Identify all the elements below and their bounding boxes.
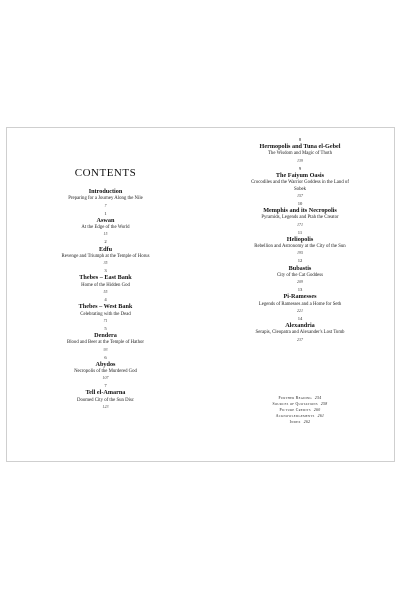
toc-entry-title: Hermopolis and Tuna el-Gebel bbox=[259, 143, 341, 151]
toc-entry-title: Bubastis bbox=[288, 264, 312, 272]
toc-entry-subtitle: Necropolis of the Murdered God bbox=[74, 369, 137, 375]
toc-entry-subtitle: Rebellion and Astronomy at the City of the Sun bbox=[254, 244, 346, 250]
toc-entry-1 bbox=[7, 212, 204, 237]
toc-entry-title: Edfu bbox=[98, 245, 113, 253]
toc-entry-title: Thebes – East Bank bbox=[79, 274, 132, 282]
toc-entry-page: 209 bbox=[297, 279, 303, 285]
backmatter-page: 261 bbox=[317, 414, 325, 418]
toc-entry-number: 14 bbox=[297, 315, 303, 321]
toc-entry-number: 4 bbox=[104, 297, 107, 303]
toc-entry-number: 8 bbox=[298, 137, 302, 142]
toc-entry-subtitle: Preparing for a Journey Along the Nile bbox=[68, 196, 143, 202]
toc-entry-number: 1 bbox=[104, 210, 107, 216]
toc-entry-page: 93 bbox=[103, 346, 108, 352]
toc-entry-8 bbox=[204, 138, 396, 163]
toc-entry-page: 139 bbox=[297, 157, 303, 163]
toc-entry-number: 10 bbox=[297, 200, 303, 206]
toc-entry-subtitle: Serapis, Cleopatra and Alexander's Lost Tomb bbox=[255, 330, 345, 336]
book-spread bbox=[6, 127, 395, 462]
backmatter-page: 254 bbox=[314, 396, 322, 400]
backmatter-page: 260 bbox=[313, 408, 321, 412]
backmatter-label: Acknowledgements bbox=[275, 414, 315, 418]
toc-entry-title: Alexandria bbox=[285, 322, 315, 330]
left-toc-list bbox=[7, 189, 204, 413]
toc-entry-6 bbox=[7, 356, 204, 381]
toc-entry-12 bbox=[204, 259, 396, 284]
right-page bbox=[204, 128, 396, 461]
contents-heading: CONTENTS bbox=[74, 167, 137, 179]
toc-entry-number: 2 bbox=[104, 239, 107, 245]
toc-entry-number: 9 bbox=[298, 165, 302, 171]
toc-entry-introduction bbox=[7, 189, 204, 208]
toc-entry-subtitle: Home of the Hidden God bbox=[81, 282, 130, 288]
toc-entry-subtitle: Legends of Ramesses and a Home for Seth bbox=[258, 301, 342, 307]
toc-entry-subtitle: Doomed City of the Sun Disc bbox=[77, 397, 134, 403]
toc-entry-number: 3 bbox=[104, 268, 107, 274]
toc-entry-5 bbox=[7, 327, 204, 352]
right-toc-list bbox=[204, 138, 396, 346]
toc-entry-page: 221 bbox=[297, 307, 303, 313]
toc-entry-2 bbox=[7, 240, 204, 265]
toc-entry-11 bbox=[204, 231, 396, 256]
toc-entry-subtitle: The Wisdom and Magic of Thoth bbox=[268, 151, 332, 157]
toc-entry-page: 171 bbox=[297, 221, 303, 227]
toc-entry-page: 15 bbox=[103, 231, 108, 237]
toc-entry-13 bbox=[204, 288, 396, 313]
toc-entry-page: 107 bbox=[102, 375, 109, 381]
toc-entry-page: 71 bbox=[103, 317, 108, 323]
toc-entry-number: 6 bbox=[104, 354, 107, 360]
toc-entry-subtitle: At the Edge of the World bbox=[81, 225, 130, 231]
toc-entry-page: 7 bbox=[104, 202, 107, 208]
toc-entry-page: 35 bbox=[103, 260, 108, 266]
backmatter-label: Index bbox=[289, 420, 301, 424]
toc-entry-page: 123 bbox=[102, 404, 109, 410]
toc-entry-14 bbox=[204, 317, 396, 342]
toc-entry-page: 195 bbox=[297, 250, 303, 256]
toc-entry-number: 11 bbox=[297, 229, 303, 235]
toc-entry-10 bbox=[204, 202, 396, 227]
backmatter-label: Picture Credits bbox=[279, 408, 311, 412]
toc-entry-title: Pi-Ramesses bbox=[283, 293, 317, 301]
toc-entry-4 bbox=[7, 298, 204, 323]
toc-entry-number: 7 bbox=[104, 383, 107, 389]
backmatter-index bbox=[204, 419, 396, 425]
backmatter-page: 262 bbox=[303, 420, 311, 424]
toc-entry-page: 237 bbox=[297, 336, 303, 342]
toc-entry-subtitle: Revenge and Triumph at the Temple of Horus bbox=[61, 253, 150, 259]
toc-entry-3 bbox=[7, 269, 204, 294]
toc-entry-subtitle: Crocodiles and the Warrior Goddess in the Land of Sobek bbox=[251, 180, 349, 192]
toc-entry-title: Memphis and its Necropolis bbox=[263, 206, 337, 214]
toc-entry-number: 13 bbox=[297, 287, 303, 293]
toc-entry-subtitle: Blood and Beer at the Temple of Hathor bbox=[67, 340, 144, 346]
toc-entry-9 bbox=[204, 167, 396, 198]
toc-entry-title: Introduction bbox=[88, 188, 123, 195]
backmatter-label: Further Reading bbox=[278, 396, 312, 400]
toc-entry-page: 157 bbox=[297, 192, 303, 198]
toc-entry-page: 55 bbox=[103, 289, 108, 295]
toc-entry-subtitle: Pyramids, Legends and Ptah the Creator bbox=[261, 215, 339, 221]
backmatter-list bbox=[204, 395, 396, 425]
toc-entry-title: Heliopolis bbox=[286, 235, 314, 243]
toc-entry-7 bbox=[7, 384, 204, 409]
left-page bbox=[7, 128, 204, 461]
backmatter-page: 258 bbox=[320, 402, 328, 406]
backmatter-label: Sources of Quotations bbox=[272, 402, 318, 406]
toc-entry-title: The Faiyum Oasis bbox=[275, 171, 325, 179]
toc-entry-subtitle: Celebrating with the Dead bbox=[80, 311, 131, 317]
toc-entry-title: Abydos bbox=[95, 360, 116, 368]
toc-entry-title: Tell el-Amarna bbox=[85, 389, 126, 397]
toc-entry-title: Thebes – West Bank bbox=[78, 303, 133, 311]
toc-entry-number: 5 bbox=[104, 325, 107, 331]
toc-entry-number: 12 bbox=[297, 258, 303, 264]
toc-entry-title: Dendera bbox=[94, 331, 117, 339]
toc-entry-subtitle: City of the Cat Goddess bbox=[276, 272, 324, 278]
toc-entry-title: Aswan bbox=[96, 216, 115, 224]
